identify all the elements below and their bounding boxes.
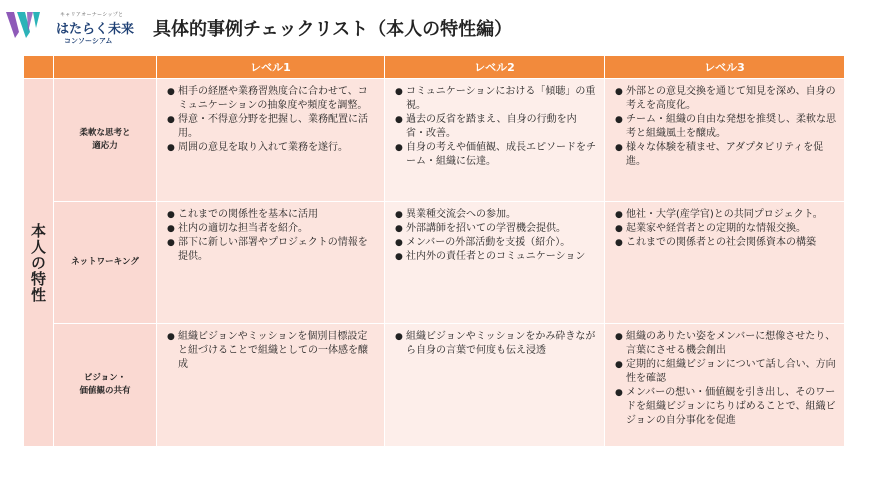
header-level-2: レベル2 bbox=[385, 56, 604, 78]
logo-w-icon bbox=[6, 10, 40, 40]
cell-r2-level1 bbox=[157, 202, 384, 323]
header-corner bbox=[24, 56, 53, 78]
list-item: ● メンバーの想い・価値観を引き出し、そのワードを組織ビジョンにちりばめることで、組織ビジョンの自分事化を促進 bbox=[615, 386, 836, 428]
list-item: ● 自身の考えや価値観、成長エピソードをチーム・組織に伝達。 bbox=[395, 141, 596, 169]
list-item: ● 部下に新しい部署やプロジェクトの情報を提供。 bbox=[167, 236, 376, 264]
row-label-line: 柔軟な思考と bbox=[79, 128, 131, 139]
list-item: ● 社内の適切な担当者を紹介。 bbox=[167, 222, 376, 236]
row-label-line: 適応力 bbox=[92, 141, 118, 151]
list-item: ● 他社・大学(産学官)との共同プロジェクト。 bbox=[615, 208, 836, 222]
list-item: ● チーム・組織の自由な発想を推奨し、柔軟な思考と組織風土を醸成。 bbox=[615, 113, 836, 141]
header-category bbox=[54, 56, 156, 78]
list-item: ● 外部講師を招いての学習機会提供。 bbox=[395, 222, 596, 236]
logo-subname: コンソーシアム bbox=[64, 37, 113, 45]
list-item: ● 組織ビジョンやミッションを個別目標設定と紐づけることで組織としての一体感を醸成 bbox=[167, 330, 376, 372]
cell-r1-level2 bbox=[385, 79, 604, 201]
cell-r2-level2 bbox=[385, 202, 604, 323]
list-item: ● 過去の反省を踏まえ、自身の行動を内省・改善。 bbox=[395, 113, 596, 141]
list-item: ● これまでの関係者との社会関係資本の構築 bbox=[615, 236, 836, 250]
list-item: ● 定期的に組織ビジョンについて話し合い、方向性を確認 bbox=[615, 358, 836, 386]
row-label-line: 価値観の共有 bbox=[79, 386, 131, 396]
side-label: 本人の特性 bbox=[29, 222, 47, 303]
row-label-line: ビジョン・ bbox=[83, 373, 127, 384]
list-item: ● 周囲の意見を取り入れて業務を遂行。 bbox=[167, 141, 376, 155]
row-label-vision-sharing bbox=[54, 324, 156, 446]
consortium-logo bbox=[6, 10, 135, 45]
header-level-3: レベル3 bbox=[605, 56, 844, 78]
logo-name: はたらく未来 bbox=[56, 22, 135, 37]
list-item: ● 外部との意見交換を通じて知見を深め、自身の考えを高度化。 bbox=[615, 85, 836, 113]
row-label-flexible-thinking bbox=[54, 79, 156, 201]
page-title: 具体的事例チェックリスト（本人の特性編） bbox=[153, 19, 513, 40]
list-item: ● 様々な体験を積ませ、アダプタビリティを促進。 bbox=[615, 141, 836, 169]
list-item: ● 相手の経歴や業務習熟度合に合わせて、コミュニケーションの抽象度や頻度を調整。 bbox=[167, 85, 376, 113]
list-item: ● 組織ビジョンやミッションをかみ砕きながら自身の言葉で何度も伝え浸透 bbox=[395, 330, 596, 358]
cell-r2-level3 bbox=[605, 202, 844, 323]
page-header bbox=[0, 0, 886, 52]
list-item: ● 組織のありたい姿をメンバーに想像させたり、言葉にさせる機会創出 bbox=[615, 330, 836, 358]
cell-r3-level1 bbox=[157, 324, 384, 446]
header-level-1: レベル1 bbox=[157, 56, 384, 78]
cell-r1-level3 bbox=[605, 79, 844, 201]
list-item: ● これまでの関係性を基本に活用 bbox=[167, 208, 376, 222]
list-item: ● 社内外の責任者とのコミュニケーション bbox=[395, 250, 596, 264]
list-item: ● コミュニケーションにおける「傾聴」の重視。 bbox=[395, 85, 596, 113]
row-label-line: ネットワーキング bbox=[71, 257, 139, 268]
logo-tagline: キャリアオーナーシップと bbox=[60, 12, 124, 18]
list-item: ● 得意・不得意分野を把握し、業務配置に活用。 bbox=[167, 113, 376, 141]
cell-r3-level3 bbox=[605, 324, 844, 446]
cell-r1-level1 bbox=[157, 79, 384, 201]
cell-r3-level2 bbox=[385, 324, 604, 446]
row-label-networking bbox=[54, 202, 156, 323]
checklist-table bbox=[24, 56, 844, 446]
side-label-cell bbox=[24, 79, 53, 446]
list-item: ● メンバーの外部活動を支援（紹介）。 bbox=[395, 236, 596, 250]
list-item: ● 異業種交流会への参加。 bbox=[395, 208, 596, 222]
list-item: ● 起業家や経営者との定期的な情報交換。 bbox=[615, 222, 836, 236]
